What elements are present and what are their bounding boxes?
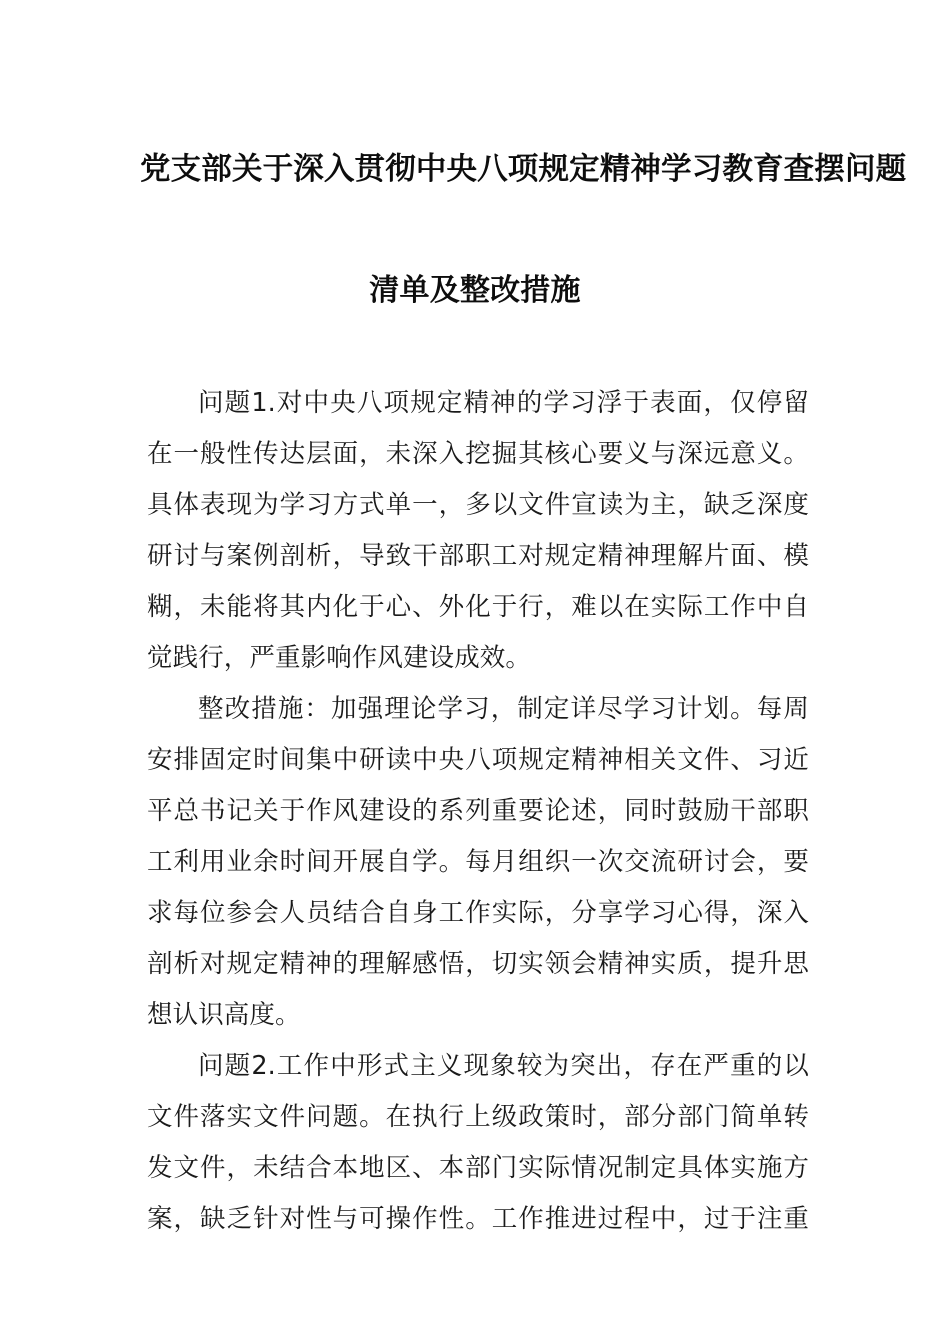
paragraph-measure-1: 整改措施：加强理论学习，制定详尽学习计划。每周安排固定时间集中研读中央八项规定精神相关文件、习近平总书记关于作风建设的系列重要论述，同时鼓励干部职工利用业余时间开展自学。每月组织一次交流研讨会，要求每位参会人员结合自身工作实际，分享学习心得，深入剖析对规定精神的理解感悟，切实领会精神实质，提升思想认识高度。 [147, 694, 809, 1030]
paragraph-problem-2: 问题2.工作中形式主义现象较为突出，存在严重的以文件落实文件问题。在执行上级政策时，部分部门简单转发文件，未结合本地区、本部门实际情况制定具体实施方案，缺乏针对性与可操作性。工作推进过程中，过于注重 [147, 1051, 809, 1234]
document-body [147, 378, 809, 1245]
title-line-1: 党支部关于深入贯彻中央八项规定精神学习教育查摆问题 [140, 151, 907, 187]
title-line-2: 清单及整改措施 [369, 273, 581, 308]
paragraph-problem-1: 问题1.对中央八项规定精神的学习浮于表面，仅停留在一般性传达层面，未深入挖掘其核心要义与深远意义。具体表现为学习方式单一，多以文件宣读为主，缺乏深度研讨与案例剖析，导致干部职工对规定精神理解片面、模糊，未能将其内化于心、外化于行，难以在实际工作中自觉践行，严重影响作风建设成效。 [147, 388, 809, 673]
document-title [140, 140, 907, 320]
